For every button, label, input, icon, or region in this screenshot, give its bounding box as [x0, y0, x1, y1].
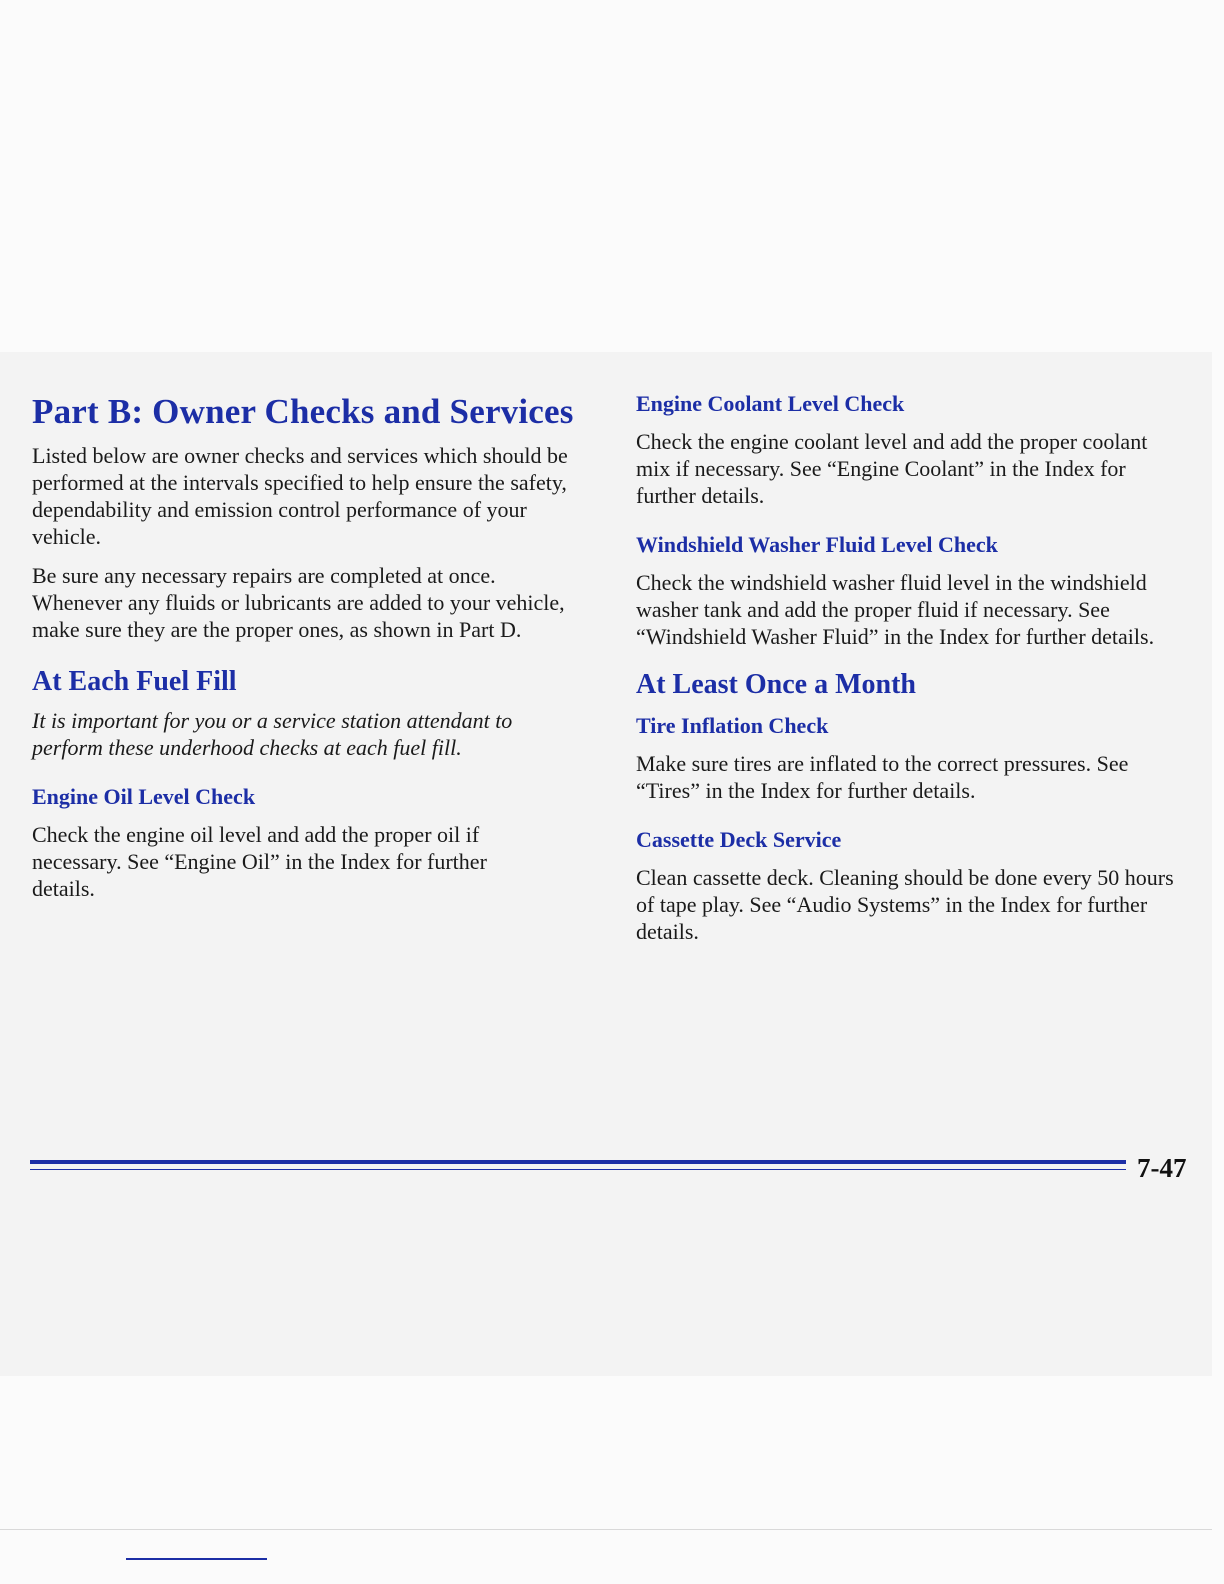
footer-rule: [30, 1160, 1126, 1164]
subheading-engine-oil: Engine Oil Level Check: [32, 784, 256, 809]
fuel-fill-note: It is important for you or a service station attendant to perform these underhood checks at each fuel fill.: [32, 708, 513, 760]
subheading-tire-inflation: Tire Inflation Check: [636, 713, 829, 738]
divider: [0, 1529, 1212, 1530]
tire-inflation-text: Make sure tires are inflated to the correct pressures. See “Tires” in the Index for further details.: [636, 751, 1129, 803]
engine-coolant-text: Check the engine coolant level and add the proper coolant mix if necessary. See “Engine Coolant” in the Index for further details.: [636, 429, 1148, 508]
footer-rule-thin: [30, 1169, 1126, 1170]
subheading-washer-fluid: Windshield Washer Fluid Level Check: [636, 532, 998, 557]
left-column: [32, 390, 577, 902]
section-heading-once-a-month: At Least Once a Month: [636, 669, 916, 700]
right-column: [636, 390, 1196, 945]
subheading-engine-coolant: Engine Coolant Level Check: [636, 391, 905, 416]
subheading-cassette-deck: Cassette Deck Service: [636, 827, 842, 852]
washer-fluid-text: Check the windshield washer fluid level in the windshield washer tank and add the proper fluid if necessary. See “Windshield Washer Fluid” in the Index for further details.: [636, 570, 1155, 649]
engine-oil-text: Check the engine oil level and add the proper oil if necessary. See “Engine Oil” in the Index for further details.: [32, 822, 487, 901]
section-heading-fuel-fill: At Each Fuel Fill: [32, 666, 237, 697]
intro-paragraph-1: Listed below are owner checks and services which should be performed at the intervals specified to help ensure the safety, dependability and emission control performance of your vehicle.: [32, 443, 568, 549]
intro-paragraph-2: Be sure any necessary repairs are completed at once. Whenever any fluids or lubricants are added to your vehicle, make sure they are the proper ones, as shown in Part D.: [32, 563, 565, 642]
page-title: Part B: Owner Checks and Services: [32, 392, 574, 431]
bottom-mark: [126, 1558, 267, 1560]
cassette-deck-text: Clean cassette deck. Cleaning should be done every 50 hours of tape play. See “Audio Systems” in the Index for further details.: [636, 865, 1174, 944]
page-number: 7-47: [1137, 1153, 1187, 1183]
